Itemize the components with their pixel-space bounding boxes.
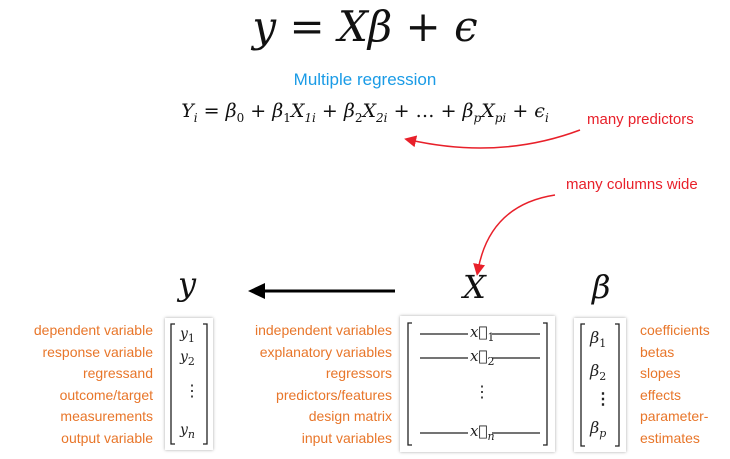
- beta-vertical-dots: ⋮: [595, 389, 611, 408]
- many-predictors-label: many predictors: [587, 111, 694, 128]
- beta-entry-2: $\beta_2$: [590, 361, 607, 384]
- x-synonym: regressors: [325, 365, 392, 381]
- multiple-regression-title: Multiple regression: [293, 70, 437, 89]
- y-vector: [165, 318, 213, 450]
- x-row-1: $x⃗_1$: [470, 323, 495, 344]
- y-synonym: output variable: [61, 429, 153, 446]
- x-synonym: input variables: [301, 429, 392, 446]
- beta-entry-p: $\beta_p$: [590, 418, 607, 441]
- many-columns-label: many columns wide: [566, 176, 698, 193]
- many-predictors-arrow: [410, 130, 580, 148]
- y-symbol: y: [178, 265, 197, 303]
- y-synonym: regressand: [82, 365, 153, 381]
- beta-synonym: effects: [640, 386, 681, 403]
- y-entry-2: $y_2$: [180, 349, 195, 368]
- y-synonyms: [0, 320, 153, 449]
- y-synonym: measurements: [60, 408, 153, 424]
- beta-synonym: parameter-: [640, 408, 709, 424]
- x-synonyms: [220, 320, 392, 449]
- main-equation: y = Xβ + ϵ: [252, 2, 478, 51]
- beta-entry-1: $\beta_1$: [590, 328, 607, 351]
- y-synonym: dependent variable: [33, 322, 153, 338]
- y-entry-1: $y_1$: [180, 326, 195, 345]
- x-matrix: [400, 316, 555, 452]
- x-row-n: $x⃗_n$: [470, 422, 495, 443]
- beta-vector: [574, 318, 626, 452]
- many-columns-arrow: [478, 195, 555, 270]
- beta-synonym: estimates: [640, 429, 700, 446]
- x-synonym: independent variables: [255, 322, 392, 338]
- y-synonym: outcome/target: [59, 386, 153, 403]
- y-vertical-dots: ⋮: [184, 381, 200, 400]
- x-synonym: explanatory variables: [259, 343, 392, 360]
- beta-symbol: β: [592, 268, 611, 306]
- x-symbol: X: [463, 268, 486, 306]
- beta-synonyms: [640, 320, 710, 449]
- y-synonym: response variable: [42, 343, 153, 360]
- x-synonym: predictors/features: [276, 386, 392, 403]
- x-synonym: design matrix: [308, 408, 392, 424]
- multiple-regression-equation: $Y_i = \beta_0 + \beta_1X_{1i} + \beta_2X_{2i}$ + … + $\beta_pX_{pi} + \epsilon_i$: [181, 100, 549, 125]
- x-vertical-dots: ⋮: [474, 382, 490, 401]
- beta-synonym: coefficients: [640, 322, 710, 338]
- beta-synonym: betas: [640, 343, 675, 360]
- x-row-2: $x⃗_2$: [470, 347, 495, 368]
- beta-synonym: slopes: [640, 365, 681, 381]
- y-entry-n: $y_n$: [180, 422, 196, 441]
